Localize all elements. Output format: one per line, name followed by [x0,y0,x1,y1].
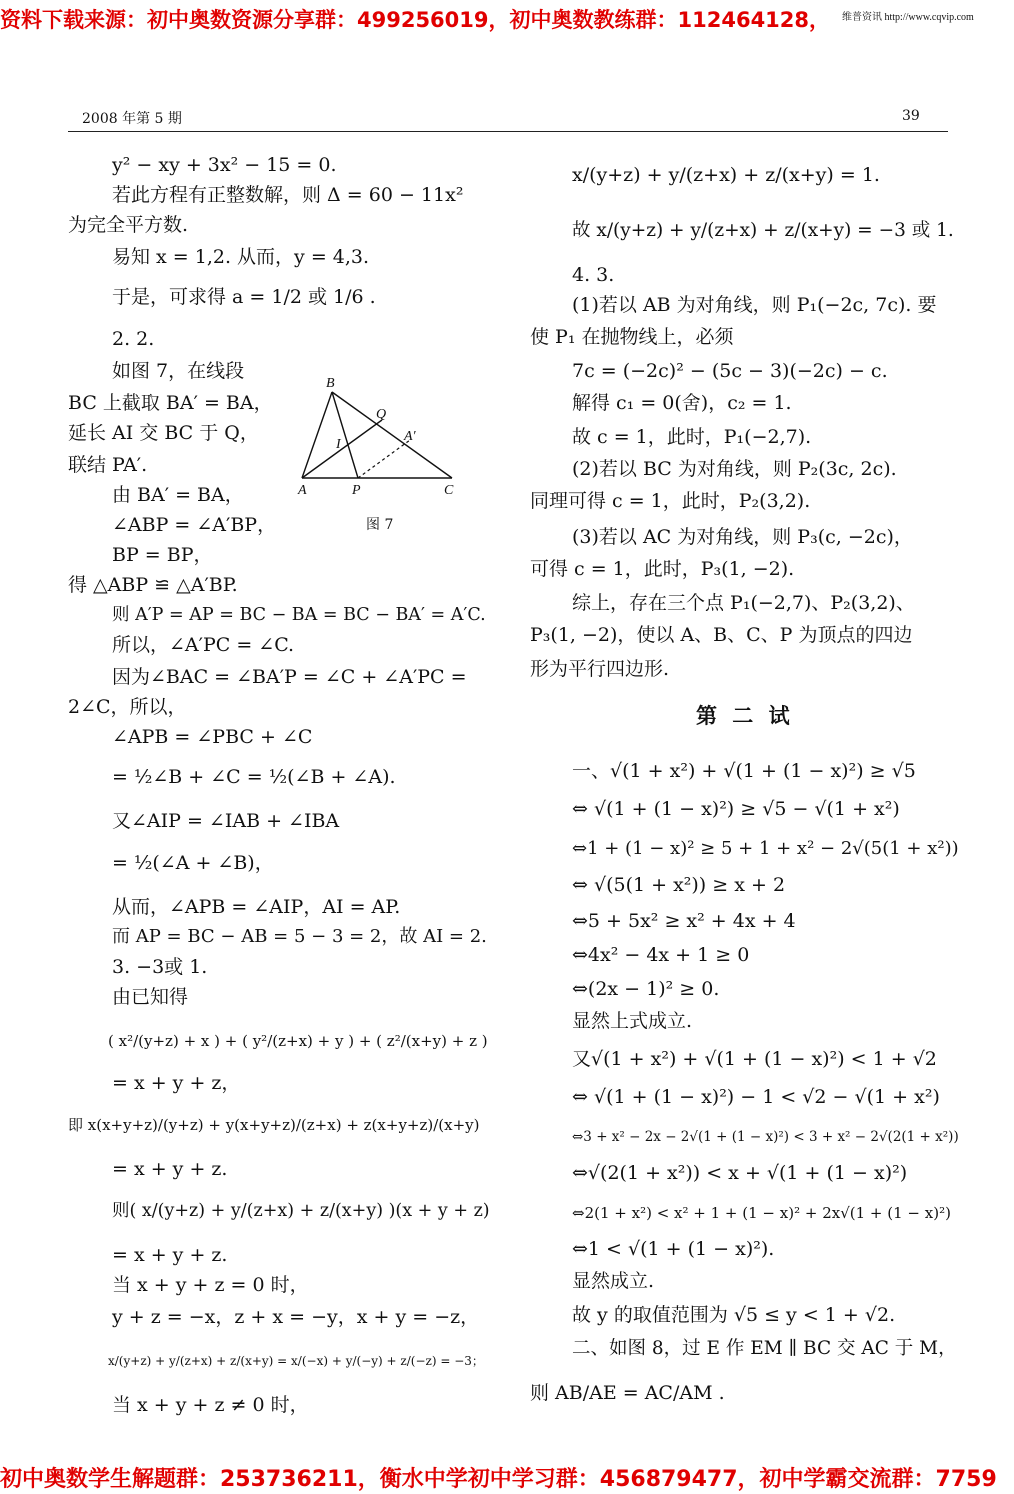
left-line-19: ∠APB = ∠PBC + ∠C [112,726,313,748]
left-line-33: 当 x + y + z = 0 时， [112,1274,309,1296]
left-line-35: x/(y+z) + y/(z+x) + z/(x+y) = x/(−x) + y/(−y) + z/(−z) = −3； [108,1354,484,1368]
right-line-27: ⇔√(2(1 + x²)) < x + √(1 + (1 − x)²) [572,1162,908,1184]
right-line-5: 使 P₁ 在抛物线上，必须 [530,326,734,348]
right-line-8: 故 c = 1，此时，P₁(−2,7). [572,426,812,448]
left-line-21: 又∠AIP = ∠IAB + ∠IBA [112,810,340,832]
right-line-25: ⇔ √(1 + (1 − x)²) − 1 < √2 − √(1 + x²) [572,1086,940,1108]
left-line-7: 如图 7，在线段 [112,360,245,382]
left-line-8: BC 上截取 BA′ = BA， [68,392,273,414]
right-line-30: 显然成立. [572,1270,655,1292]
right-line-28: ⇔2(1 + x²) < x² + 1 + (1 − x)² + 2x√(1 + (1 − x)²) [572,1204,951,1222]
left-line-12: ∠ABP = ∠A′BP， [112,514,277,536]
right-line-15: 形为平行四边形. [530,658,670,680]
left-line-20: = ½∠B + ∠C = ½(∠B + ∠A). [112,766,396,788]
label-i: I [336,437,341,452]
left-line-2: 若此方程有正整数解，则 Δ = 60 − 11x² [112,184,464,206]
left-line-28: = x + y + z， [112,1072,241,1094]
left-line-11: 由 BA′ = BA， [112,484,244,506]
label-c: C [444,483,454,498]
segment-bp [332,392,358,478]
left-line-6: 2. 2. [112,328,155,350]
left-line-17: 因为∠BAC = ∠BA′P = ∠C + ∠A′PC = [112,666,467,688]
left-line-32: = x + y + z. [112,1244,228,1266]
right-line-24: 又√(1 + x²) + √(1 + (1 − x)²) < 1 + √2 [572,1048,937,1070]
label-b: B [326,376,335,391]
right-line-18: ⇔1 + (1 − x)² ≥ 5 + 1 + x² − 2√(5(1 + x²)) [572,838,959,859]
left-line-13: BP = BP， [112,544,213,566]
bottom-watermark-banner: 初中奥数学生解题群：253736211，衡水中学初中学习群：456879477，初中学霸交流群：7759 [0,1467,997,1492]
right-line-10: 同理可得 c = 1，此时，P₂(3,2). [530,490,811,512]
left-line-31: 则( x/(y+z) + y/(z+x) + z/(x+y) )(x + y + z) [112,1201,490,1221]
left-line-18: 2∠C，所以， [68,696,187,718]
right-line-2: 故 x/(y+z) + y/(z+x) + z/(x+y) = −3 或 1. [572,220,954,241]
right-line-19: ⇔ √(5(1 + x²)) ≥ x + 2 [572,874,786,896]
source-url: 维普资讯 http://www.cqvip.com [842,12,974,23]
left-line-30: = x + y + z. [112,1158,228,1180]
left-line-23: 从而，∠APB = ∠AIP，AI = AP. [112,896,401,918]
left-line-14: 得 △ABP ≌ △A′BP. [68,574,238,596]
triangle-figure-7 [296,374,466,504]
left-line-36: 当 x + y + z ≠ 0 时， [112,1394,309,1416]
section-title: 第 二 试 [696,704,794,728]
left-line-10: 联结 PA′. [68,454,148,476]
left-line-27: ( x²/(y+z) + x ) + ( y²/(z+x) + y ) + ( z²/(x+y) + z ) [108,1032,488,1050]
left-line-29: 即 x(x+y+z)/(y+z) + y(x+y+z)/(z+x) + z(x+y+z)/(x+y) [68,1116,480,1134]
left-line-34: y + z = −x，z + x = −y，x + y = −z， [112,1306,480,1328]
label-q: Q [376,407,387,422]
right-line-3: 4. 3. [572,264,615,286]
figure-caption: 图 7 [366,517,394,533]
segment-bc [332,392,452,478]
right-line-26: ⇔3 + x² − 2x − 2√(1 + (1 − x)²) < 3 + x² − 2√(2(1 + x²)) [572,1129,959,1145]
right-line-33: 则 AB/AE = AC/AM . [530,1382,725,1404]
left-line-25: 3. −3或 1. [112,956,208,978]
left-line-24: 而 AP = BC − AB = 5 − 3 = 2，故 AI = 2. [112,926,487,947]
right-line-20: ⇔5 + 5x² ≥ x² + 4x + 4 [572,910,796,932]
right-line-17: ⇔ √(1 + (1 − x)²) ≥ √5 − √(1 + x²) [572,798,900,820]
label-a-prime: A′ [404,429,416,444]
left-line-5: 于是，可求得 a = 1/2 或 1/6 . [112,286,376,308]
label-p: P [352,483,361,498]
right-line-12: 可得 c = 1，此时，P₃(1, −2). [530,558,795,580]
segment-pa-prime [358,440,410,478]
left-line-1: y² − xy + 3x² − 15 = 0. [112,154,337,176]
right-line-21: ⇔4x² − 4x + 1 ≥ 0 [572,944,750,966]
left-line-16: 所以，∠A′PC = ∠C. [112,634,295,656]
label-a: A [298,483,307,498]
left-line-26: 由已知得 [112,986,189,1008]
segment-ab [302,392,332,478]
page-number: 39 [902,108,920,124]
right-line-31: 故 y 的取值范围为 √5 ≤ y < 1 + √2. [572,1304,896,1326]
right-line-4: (1)若以 AB 为对角线，则 P₁(−2c, 7c). 要 [572,294,937,316]
right-line-7: 解得 c₁ = 0(舍)，c₂ = 1. [572,392,792,414]
right-line-13: 综上，存在三个点 P₁(−2,7)、P₂(3,2)、 [572,592,915,614]
journal-issue: 2008 年第 5 期 [82,111,182,127]
right-line-14: P₃(1, −2)，使以 A、B、C、P 为顶点的四边 [530,624,913,646]
left-line-9: 延长 AI 交 BC 于 Q， [68,422,259,444]
right-line-22: ⇔(2x − 1)² ≥ 0. [572,978,720,1000]
left-line-3: 为完全平方数. [68,214,189,236]
right-line-16: 一、√(1 + x²) + √(1 + (1 − x)²) ≥ √5 [572,760,916,782]
right-line-32: 二、如图 8，过 E 作 EM ∥ BC 交 AC 于 M， [572,1338,957,1359]
left-line-22: = ½(∠A + ∠B)， [112,852,274,874]
right-line-29: ⇔1 < √(1 + (1 − x)²). [572,1238,775,1260]
right-line-9: (2)若以 BC 为对角线，则 P₂(3c, 2c). [572,458,897,480]
left-line-15: 则 A′P = AP = BC − BA = BC − BA′ = A′C. [112,605,486,625]
right-line-1: x/(y+z) + y/(z+x) + z/(x+y) = 1. [572,164,880,186]
right-line-11: (3)若以 AC 为对角线，则 P₃(c, −2c)， [572,526,913,548]
top-watermark-banner: 资料下载来源：初中奥数资源分享群：499256019，初中奥数教练群：112464128， [0,8,831,32]
right-line-23: 显然上式成立. [572,1010,693,1032]
left-line-4: 易知 x = 1,2. 从而，y = 4,3. [112,246,370,268]
header-rule [68,131,948,132]
right-line-6: 7c = (−2c)² − (5c − 3)(−2c) − c. [572,360,888,382]
